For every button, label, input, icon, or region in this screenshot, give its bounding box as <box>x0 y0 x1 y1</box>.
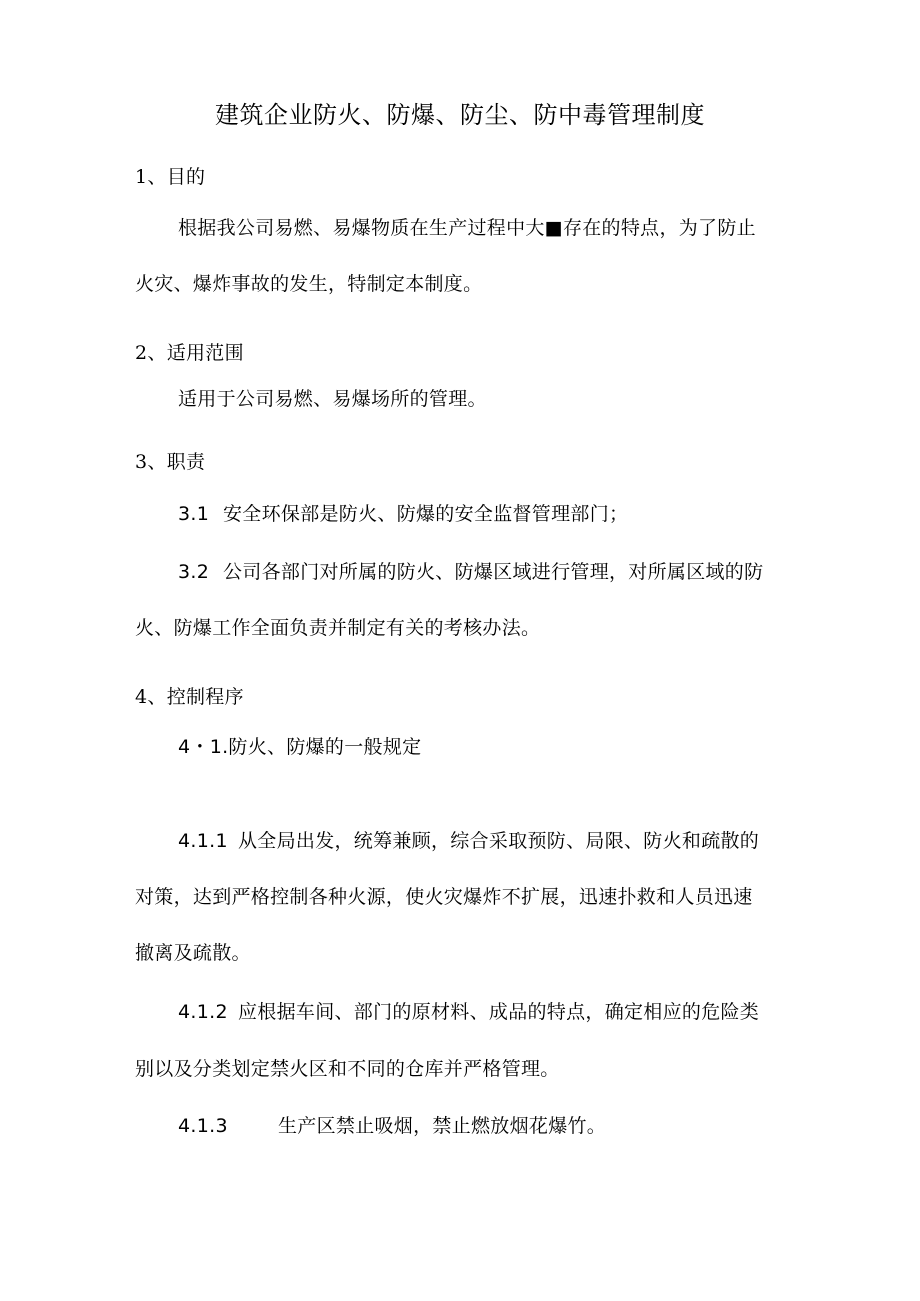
section-2-heading: 2、适用范围 <box>135 342 244 364</box>
item-4-1-1-line-1 <box>178 829 759 853</box>
item-text: 从全局出发，统筹兼顾，综合采取预防、局限、防火和疏散的 <box>238 830 760 852</box>
item-4-1-1-line-3: 撤离及疏散。 <box>135 942 251 964</box>
section-3-item-2-line-2: 火、防爆工作全面负责并制定有关的考核办法。 <box>135 617 541 639</box>
item-4-1-1-line-2: 对策，达到严格控制各种火源，使火灾爆炸不扩展，迅速扑救和人员迅速 <box>135 886 753 908</box>
item-number: 3.2 <box>178 561 210 583</box>
item-text: 生产区禁止吸烟，禁止燃放烟花爆竹。 <box>278 1115 607 1137</box>
section-3-heading: 3、职责 <box>135 451 206 473</box>
item-text: 应根据车间、部门的原材料、成品的特点，确定相应的危险类 <box>238 1001 760 1023</box>
section-4-subheading-4-1: 4・1.防火、防爆的一般规定 <box>178 736 422 758</box>
item-text: 安全环保部是防火、防爆的安全监督管理部门； <box>223 503 629 525</box>
section-1-paragraph-line-1: 根据我公司易燃、易爆物质在生产过程中大■存在的特点，为了防止 <box>178 217 756 239</box>
item-number: 4.1.1 <box>178 830 228 852</box>
section-2-paragraph: 适用于公司易燃、易爆场所的管理。 <box>178 388 487 410</box>
item-4-1-3 <box>178 1114 606 1138</box>
document-title: 建筑企业防火、防爆、防尘、防中毒管理制度 <box>215 101 705 129</box>
item-4-1-2-line-2: 别以及分类划定禁火区和不同的仓库并严格管理。 <box>135 1058 560 1080</box>
item-4-1-2-line-1 <box>178 1000 759 1024</box>
section-3-item-1 <box>178 502 628 526</box>
item-number: 3.1 <box>178 503 210 525</box>
item-number: 4.1.2 <box>178 1001 228 1023</box>
section-3-item-2-line-1 <box>178 560 763 584</box>
item-number: 4.1.3 <box>178 1115 228 1137</box>
section-4-heading: 4、控制程序 <box>135 686 244 708</box>
section-1-heading: 1、目的 <box>135 166 206 188</box>
section-1-paragraph-line-2: 火灾、爆炸事故的发生，特制定本制度。 <box>135 273 483 295</box>
item-text: 公司各部门对所属的防火、防爆区域进行管理，对所属区域的防 <box>223 561 764 583</box>
